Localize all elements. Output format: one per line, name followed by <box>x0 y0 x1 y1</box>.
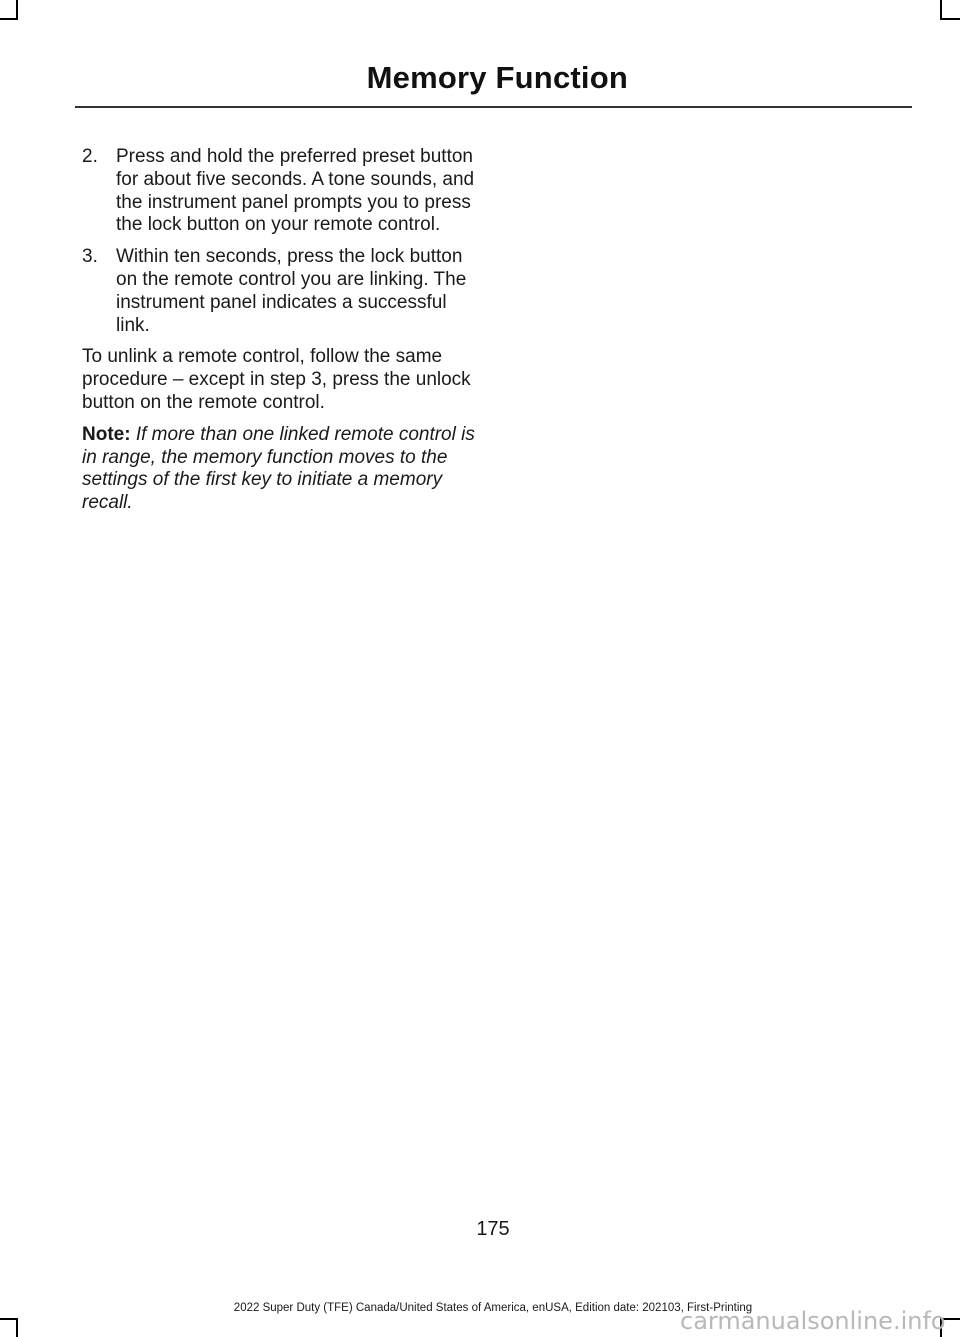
step-text: Within ten seconds, press the lock button on the remote control you are linking. The instrument panel indicates a successful link. <box>116 246 467 336</box>
page-number: 175 <box>476 1218 510 1240</box>
crop-mark-bottom-left-horizontal <box>0 1318 18 1320</box>
list-item-step-2 <box>82 146 482 237</box>
step-number: 3. <box>82 246 98 268</box>
list-item-step-3 <box>82 246 482 337</box>
note-label: Note: <box>82 423 131 445</box>
crop-mark-top-right <box>940 0 942 20</box>
watermark: carmanualsonline.info <box>680 1307 946 1335</box>
page-title: Memory Function <box>366 60 628 95</box>
crop-mark-top-right-horizontal <box>940 18 960 20</box>
step-text: Press and hold the preferred preset button for about five seconds. A tone sounds, and the instrument panel prompts you to press the lock button on your remote control. <box>116 146 475 236</box>
crop-mark-bottom-left <box>16 1318 18 1337</box>
crop-mark-top-left <box>16 0 18 20</box>
note-text: If more than one linked remote control is in range, the memory function moves to the settings of the first key to initiate a memory recall. <box>82 423 475 514</box>
main-content <box>82 146 482 524</box>
unlink-paragraph: To unlink a remote control, follow the same procedure – except in step 3, press the unlock button on the remote control. <box>82 346 471 413</box>
title-divider <box>75 106 912 108</box>
footer-edition-info: 2022 Super Duty (TFE) Canada/United States of America, enUSA, Edition date: 202103, First-Printing <box>233 1302 753 1314</box>
note-paragraph <box>82 424 482 515</box>
crop-mark-top-left-horizontal <box>0 18 18 20</box>
step-number: 2. <box>82 146 98 167</box>
